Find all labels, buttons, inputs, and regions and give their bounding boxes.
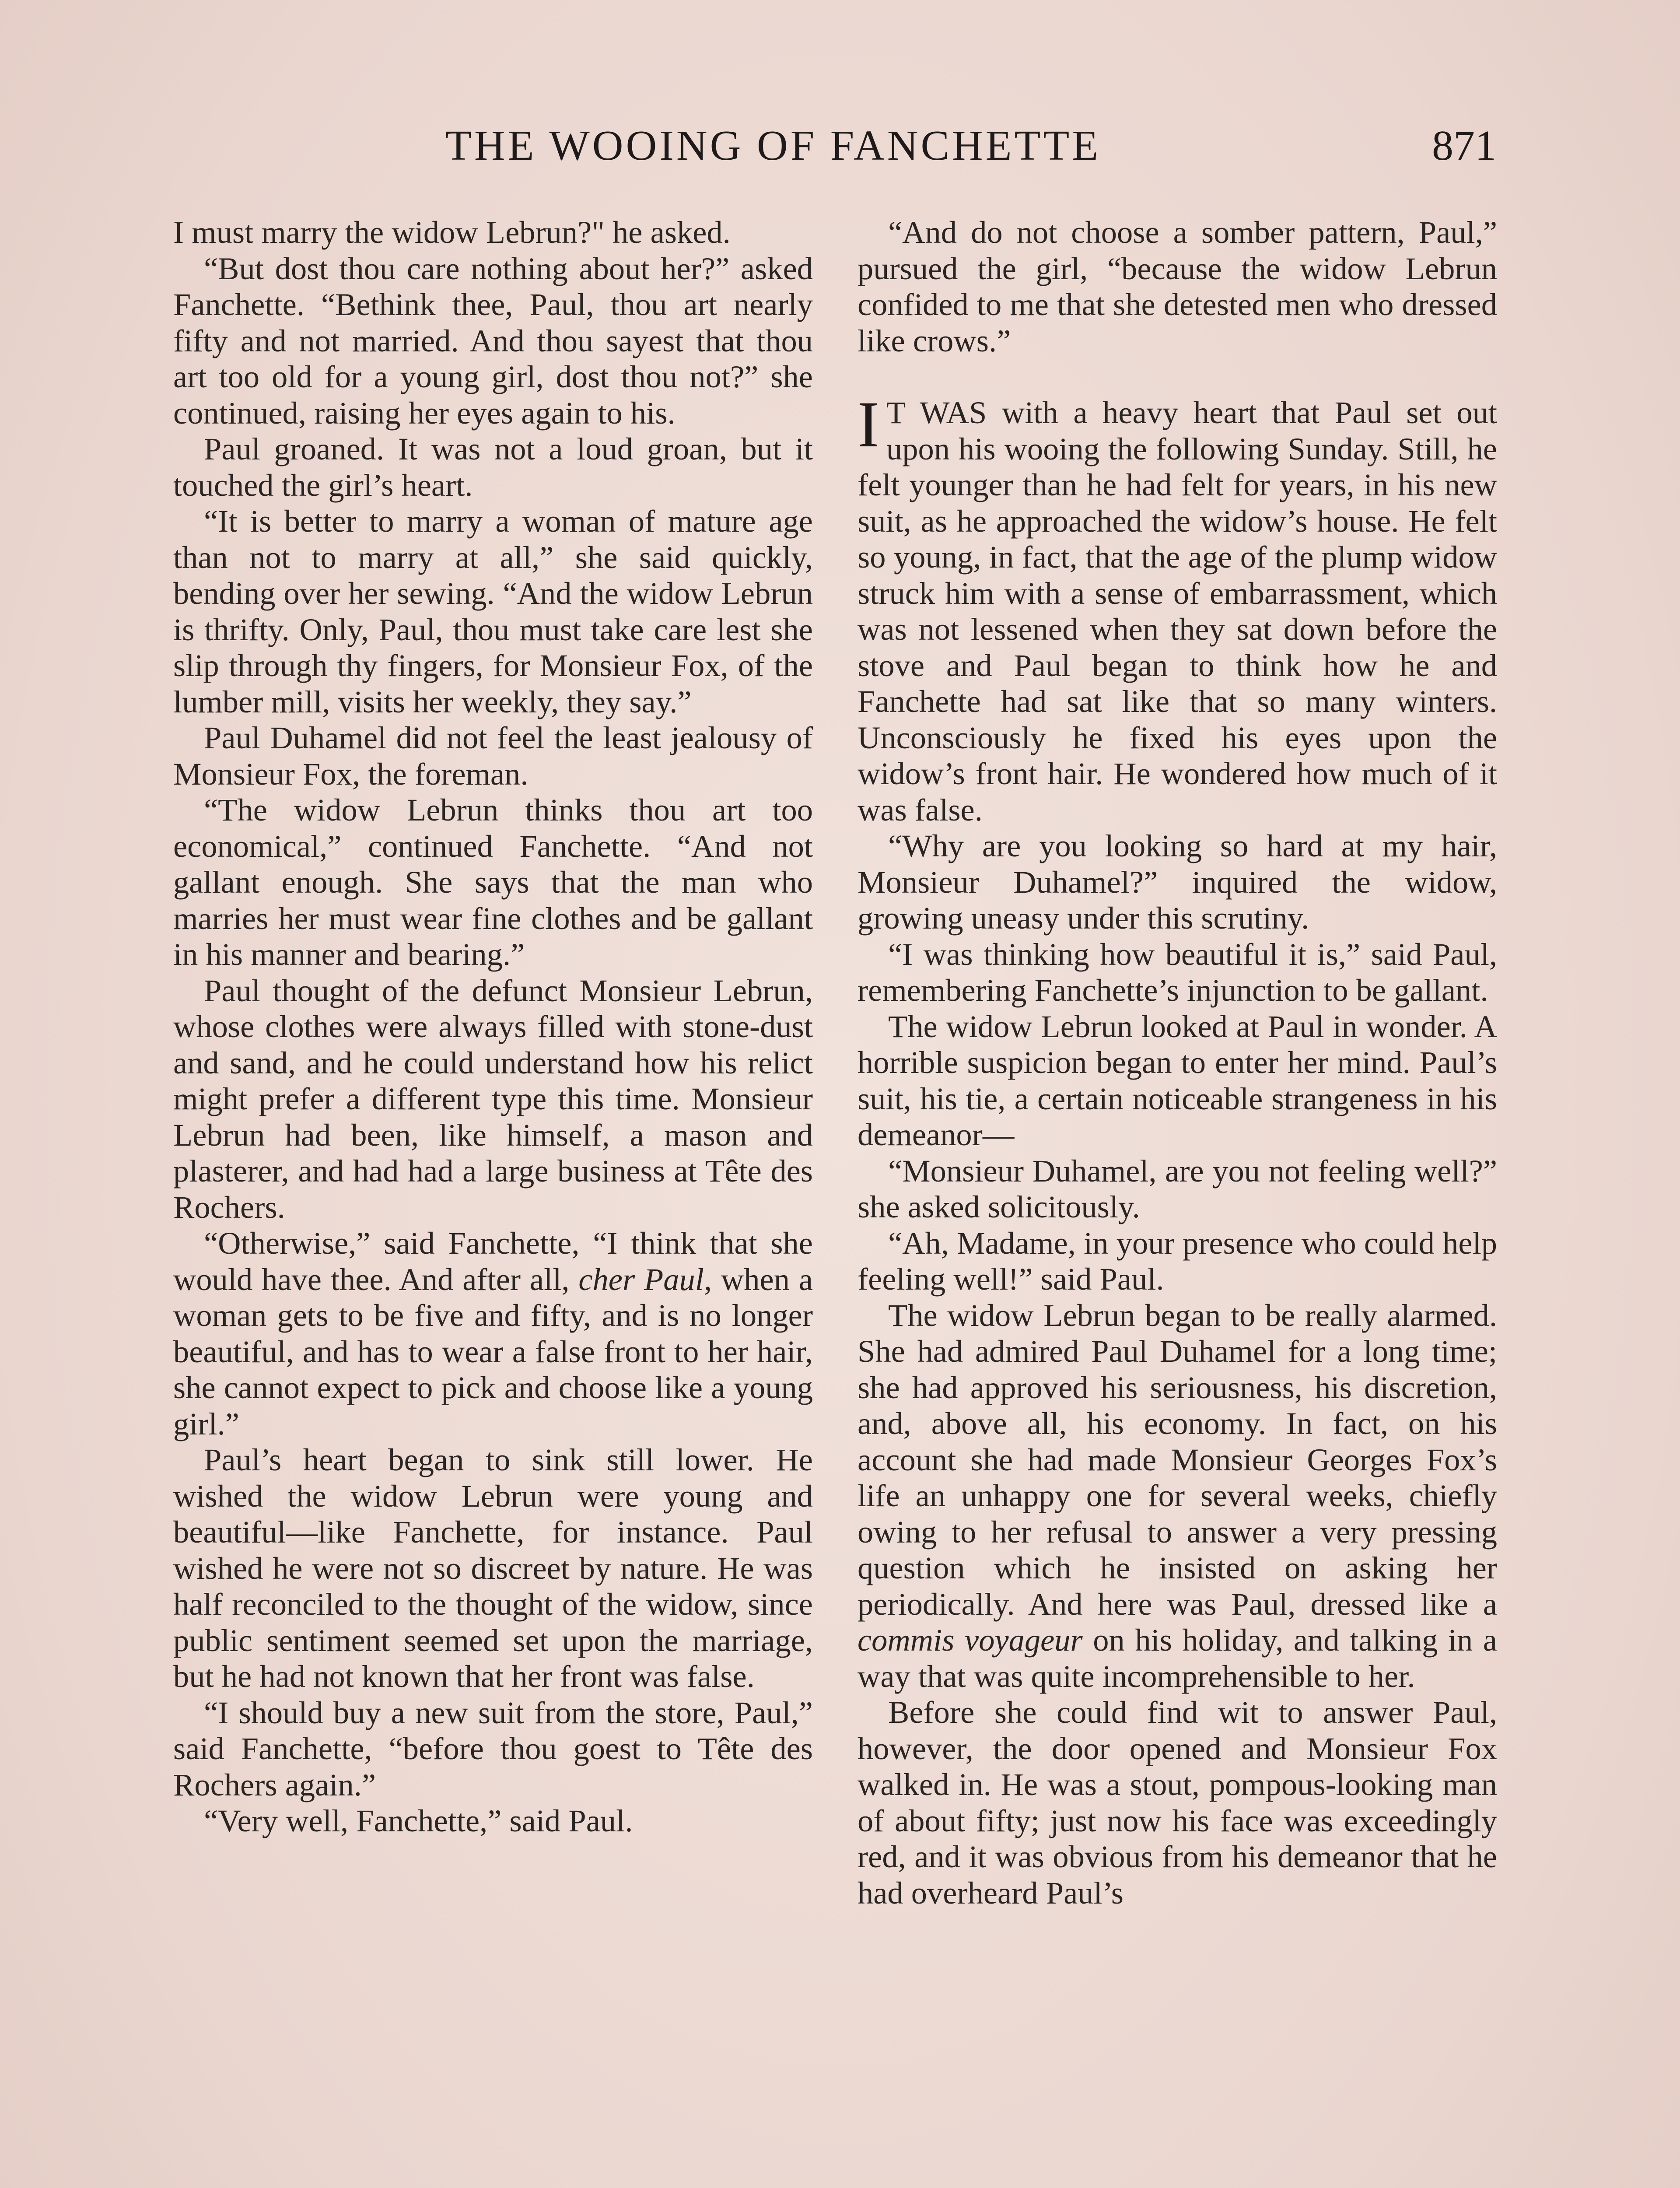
section-opening-paragraph xyxy=(858,388,1497,828)
paragraph: Paul’s heart began to sink still lower. He wished the widow Lebrun were young and beautiful—like Fanchette, for instance. Paul wished he were not so discreet by nature. He was half reconciled to the thought of the widow, since public sentiment seemed set upon the marriage, but he had not known that her front was false. xyxy=(173,1442,813,1694)
paragraph: “I should buy a new suit from the store, Paul,” said Fanchette, “before thou goest to Tête des Rochers again.” xyxy=(173,1694,813,1802)
page-header xyxy=(438,117,1496,174)
drop-cap: I xyxy=(858,388,879,461)
running-title: THE WOOING OF FANCHETTE xyxy=(445,122,1101,169)
text-column-left xyxy=(173,214,813,1839)
paragraph: I must marry the widow Lebrun?" he asked. xyxy=(173,214,731,250)
paragraph: Paul thought of the defunct Monsieur Lebrun, whose clothes were always filled with stone-dust and sand, and he could understand how his relict might prefer a different type this time. Monsieur Lebrun had been, like himself, a mason and plasterer, and had had a large business at Tête des Rochers. xyxy=(173,972,813,1225)
text-column-right xyxy=(858,214,1497,1911)
paragraph xyxy=(858,1297,1497,1695)
italic-phrase: commis voyageur xyxy=(858,1622,1083,1658)
paragraph: “Very well, Fanchette,” said Paul. xyxy=(204,1803,633,1838)
paragraph: “It is better to marry a woman of mature age than not to marry at all,” she said quickly, bending over her sewing. “And the widow Lebrun is thrifty. Only, Paul, thou must take care lest she slip through thy fingers, for Monsieur Fox, of the lumber mill, visits her weekly, they say.” xyxy=(173,503,813,719)
paragraph: Before she could find wit to answer Paul, however, the door opened and Monsieur Fox walked in. He was a stout, pompous-looking man of about fifty; just now his face was exceedingly red, and it was obvious from his demeanor that he had overheard Paul’s xyxy=(858,1694,1497,1911)
paragraph: Paul groaned. It was not a loud groan, but it touched the girl’s heart. xyxy=(173,431,813,503)
text-run: on his holiday, and talking in a way that was quite incomprehensible to her. xyxy=(858,1622,1497,1694)
text-run: when a woman gets to be five and fifty, and is no longer beautiful, and has to wear a false front to her hair, she cannot expect to pick and choose like a young girl.” xyxy=(173,1261,813,1441)
paragraph: “I was thinking how beautiful it is,” said Paul, remembering Fanchette’s injunction to be gallant. xyxy=(858,936,1497,1008)
text-run: The widow Lebrun began to be really alarmed. She had admired Paul Duhamel for a long time; she had approved his seriousness, his discretion, and, above all, his economy. In fact, on his account she had made Monsieur Georges Fox’s life an unhappy one for several weeks, chiefly owing to her refusal to answer a very pressing question which he insisted on asking her periodically. And here was Paul, dressed like a xyxy=(858,1297,1497,1622)
paragraph: “Ah, Madame, in your presence who could help feeling well!” said Paul. xyxy=(858,1225,1497,1297)
paragraph: The widow Lebrun looked at Paul in wonder. A horrible suspicion began to enter her mind. Paul’s suit, his tie, a certain noticeable strangeness in his demeanor— xyxy=(858,1008,1497,1152)
paragraph: “But dost thou care nothing about her?” asked Fanchette. “Bethink thee, Paul, thou art nearly fifty and not married. And thou sayest that thou art too old for a young girl, dost thou not?” she continued, raising her eyes again to his. xyxy=(173,250,813,431)
page-number: 871 xyxy=(1432,122,1496,169)
text-run: T WAS with a heavy heart that Paul set out upon his wooing the following Sunday. Still, he felt younger than he had felt for years, in his new suit, as he approached the widow’s house. He felt so young, in fact, that the age of the plump widow struck him with a sense of embarrassment, which was not lessened when they sat down before the stove and Paul began to think how he and Fanchette had sat like that so many winters. Unconsciously he fixed his eyes upon the widow’s front hair. He wondered how much of it was false. xyxy=(858,395,1497,828)
paragraph: “Monsieur Duhamel, are you not feeling well?” she asked solicitously. xyxy=(858,1153,1497,1224)
text-run: “Otherwise,” said Fanchette, “I think that she would have thee. And after all, xyxy=(173,1225,813,1297)
paragraph: “Why are you looking so hard at my hair, Monsieur Duhamel?” inquired the widow, growing uneasy under this scrutiny. xyxy=(858,828,1497,936)
paragraph: “The widow Lebrun thinks thou art too economical,” continued Fanchette. “And not gallant enough. She says that the man who marries her must wear fine clothes and be gallant in his manner and bearing.” xyxy=(173,792,813,972)
italic-phrase: cher Paul, xyxy=(578,1261,712,1297)
paragraph: “And do not choose a somber pattern, Paul,” pursued the girl, “because the widow Lebrun confided to me that she detested men who dressed like crows.” xyxy=(858,214,1497,358)
paragraph xyxy=(173,1225,813,1442)
paragraph: Paul Duhamel did not feel the least jealousy of Monsieur Fox, the foreman. xyxy=(173,720,813,792)
